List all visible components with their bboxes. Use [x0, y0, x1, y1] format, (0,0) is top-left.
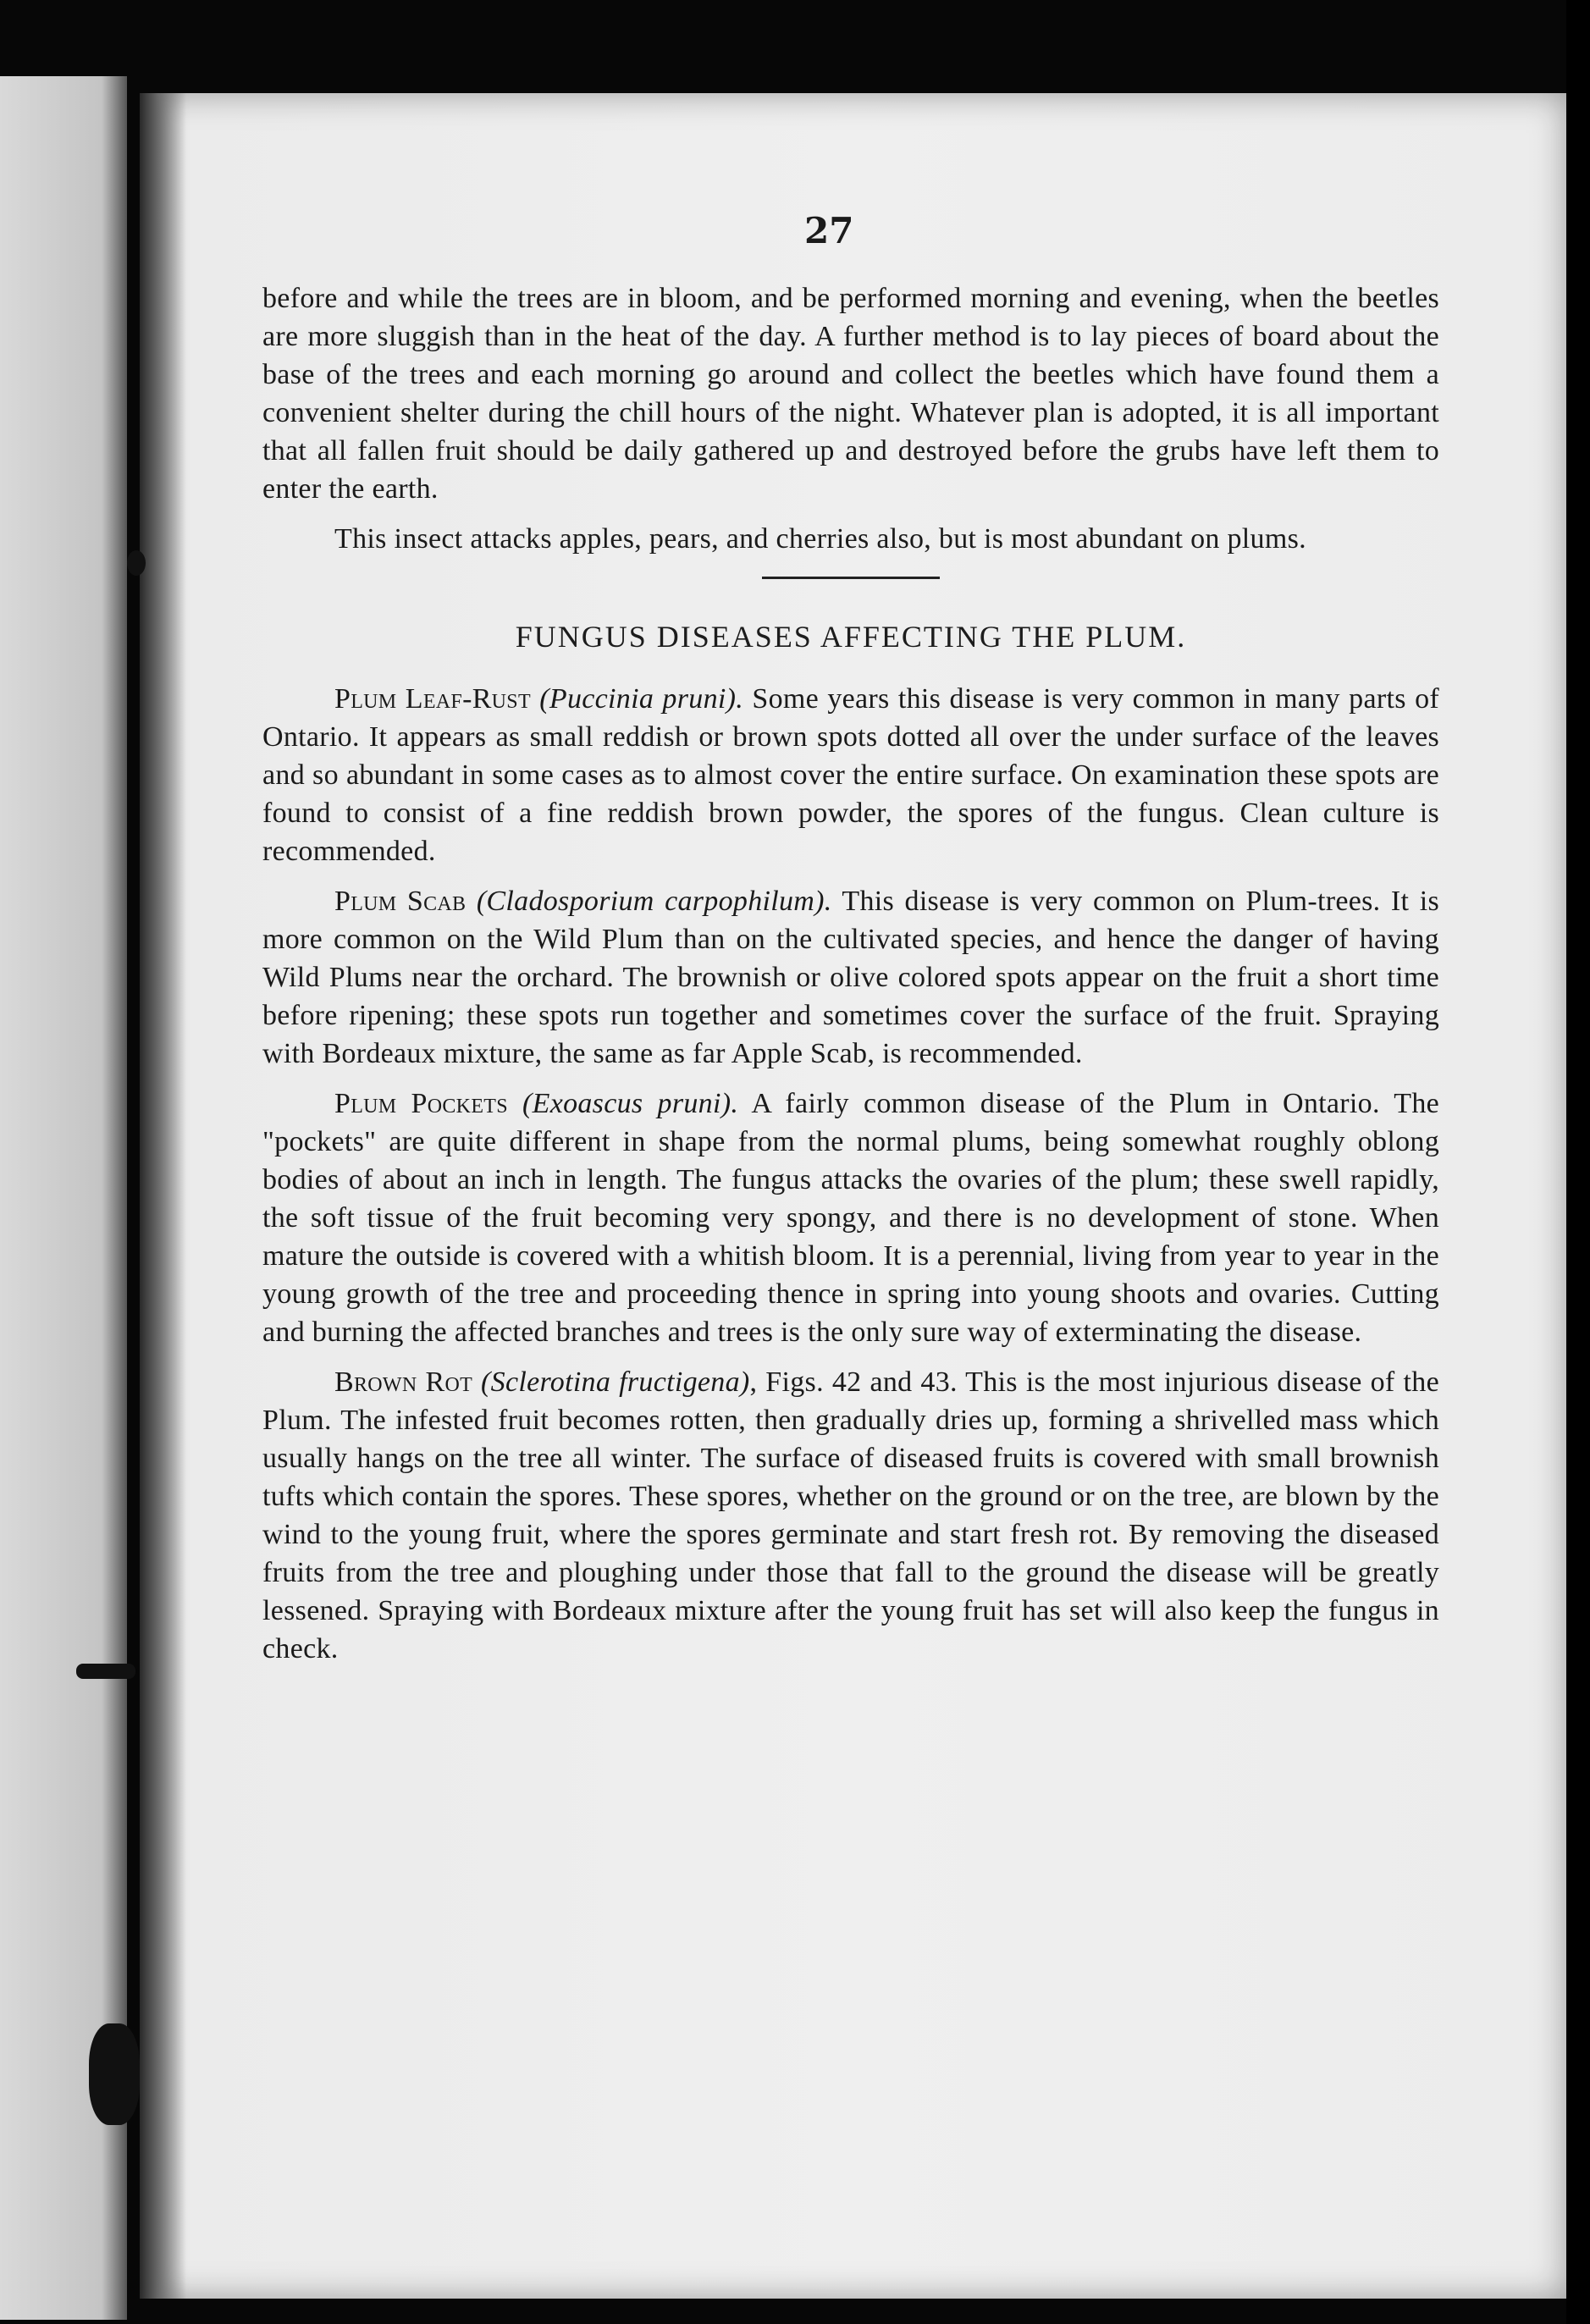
- spine-shadow: [140, 93, 186, 2299]
- paragraph-insect-note: This insect attacks apples, pears, and cherries also, but is most abundant on plums.: [334, 523, 1306, 555]
- disease-name: Plum Pockets: [334, 1088, 508, 1119]
- paragraph-brown-rot: [262, 1363, 1439, 1668]
- disease-description: A fairly common disease of the Plum in Ontario. The "pockets" are quite different in shape from the normal plums, being somewhat roughly oblong bodies of about an inch in length. The fungus attacks the ovaries of the plum; these swell rapidly, the soft tissue of the fruit becoming very spongy, and there is no development of stone. When mature the outside is covered with a whitish bloom. It is a perennial, living from year to year in the young growth of the tree and proceeding thence in spring into young shoots and ovaries. Cutting and burning the affected branches and trees is the only sure way of exterminating the disease.: [262, 1088, 1440, 1348]
- paragraph-pockets: [262, 1085, 1439, 1351]
- disease-description: This disease is very common on Plum-trees. It is more common on the Wild Plum than on the cultivated species, and hence the danger of having Wild Plums near the orchard. The brownish or olive colored spots appear on the fruit a short time before ripening; these spots run together and sometimes cover the surface of the fruit. Spraying with Bordeaux mixture, the same as far Apple Scab, is recommended.: [262, 886, 1439, 1069]
- page-number: 27: [804, 210, 854, 251]
- section-heading: FUNGUS DISEASES AFFECTING THE PLUM.: [515, 620, 1187, 654]
- paragraph-scab: [262, 882, 1439, 1073]
- paragraph-continued: before and while the trees are in bloom, and be performed morning and evening, when the beetles are more sluggish than in the heat of the day. A further method is to lay pieces of board about the base of the trees and each morning go around and collect the beetles which have found them a convenient shelter during the chill hours of the night. Whatever plan is adopted, it is all important that all fallen fruit should be daily gathered up and destroyed before the grubs have left them to enter the earth.: [262, 283, 1439, 505]
- binding-mark: [127, 550, 146, 576]
- disease-name: Brown Rot: [334, 1366, 473, 1398]
- latin-name: (Puccinia pruni).: [539, 683, 744, 715]
- latin-name: (Exoascus pruni).: [522, 1088, 739, 1119]
- paragraph-leaf-rust: [262, 680, 1439, 870]
- disease-description: Some years this disease is very common in many parts of Ontario. It appears as small reddish or brown spots dotted all over the under surface of the leaves and so abundant in some cases as to almost cover the entire surface. On examination these spots are found to consist of a fine reddish brown powder, the spores of the fungus. Clean culture is recommended.: [262, 683, 1440, 867]
- page-body: [262, 279, 1439, 1680]
- latin-name: (Sclerotina fructigena): [481, 1366, 750, 1398]
- disease-description: , Figs. 42 and 43. This is the most injurious disease of the Plum. The infested fruit becomes rotten, then gradually dries up, forming a shrivelled mass which usually hangs on the tree all winter. The surface of diseased fruits is covered with small brownish tufts which contain the spores. These spores, whether on the ground or on the tree, are blown by the wind to the young fruit, where the spores germinate and start fresh rot. By removing the diseased fruits from the tree and ploughing under those that fall to the ground the disease will be greatly lessened. Spraying with Bordeaux mixture after the young fruit has set will also keep the fungus in check.: [262, 1366, 1439, 1664]
- disease-name: Plum Leaf-Rust: [334, 683, 531, 715]
- section-divider: [762, 577, 940, 579]
- scan-border-right: [1566, 0, 1590, 2324]
- latin-name: (Cladosporium carpophilum).: [476, 886, 832, 917]
- disease-name: Plum Scab: [334, 886, 467, 917]
- binding-mark: [76, 1664, 135, 1679]
- binding-mark: [89, 2023, 140, 2125]
- facing-page-edge: [0, 76, 127, 2320]
